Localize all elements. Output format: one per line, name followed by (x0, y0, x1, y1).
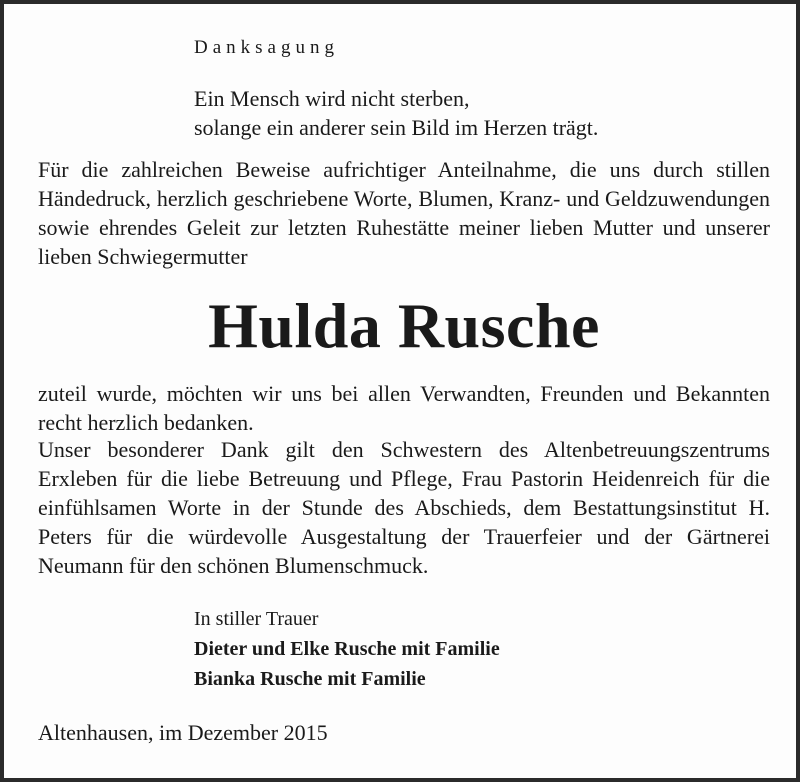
place-and-date: Altenhausen, im Dezember 2015 (38, 720, 328, 745)
thanks-paragraph-intro: Für die zahlreichen Beweise aufrichtiger Anteilnahme, die uns durch stillen Händedruck, herzlich geschriebene Worte, Blumen, Kranz- und Geldzuwendungen sowie ehrendes Geleit zur letzten Ruhestätte meiner lieben Mutter und unserer lieben Schwiegermutter (38, 157, 770, 269)
deceased-name: Hulda Rusche (208, 290, 600, 361)
notice-heading: Danksagung (194, 37, 339, 58)
signoff-intro: In stiller Trauer (194, 608, 319, 630)
family-name-2: Bianka Rusche mit Familie (194, 668, 426, 690)
special-thanks-paragraph: Unser besonderer Dank gilt den Schwestern des Altenbetreuungszentrums Erxleben für die liebe Betreuung und Pflege, Frau Pastorin Heidenreich für die einfühlsamen Worte in der Stunde des Abschieds, dem Bestattungsinstitut H. Peters für die würdevolle Ausgestaltung der Trauerfeier und der Gärtnerei Neumann für den schönen Blumenschmuck. (38, 437, 770, 578)
signoff (194, 604, 500, 694)
thanks-paragraph-closing: zuteil wurde, möchten wir uns bei allen Verwandten, Freunden und Bekannten recht herzlich bedanken. (38, 381, 770, 435)
motto-line-1: Ein Mensch wird nicht sterben, (194, 86, 470, 111)
family-name-1: Dieter und Elke Rusche mit Familie (194, 638, 500, 660)
motto-line-2: solange ein anderer sein Bild im Herzen trägt. (194, 115, 599, 140)
motto-quote (194, 84, 598, 142)
